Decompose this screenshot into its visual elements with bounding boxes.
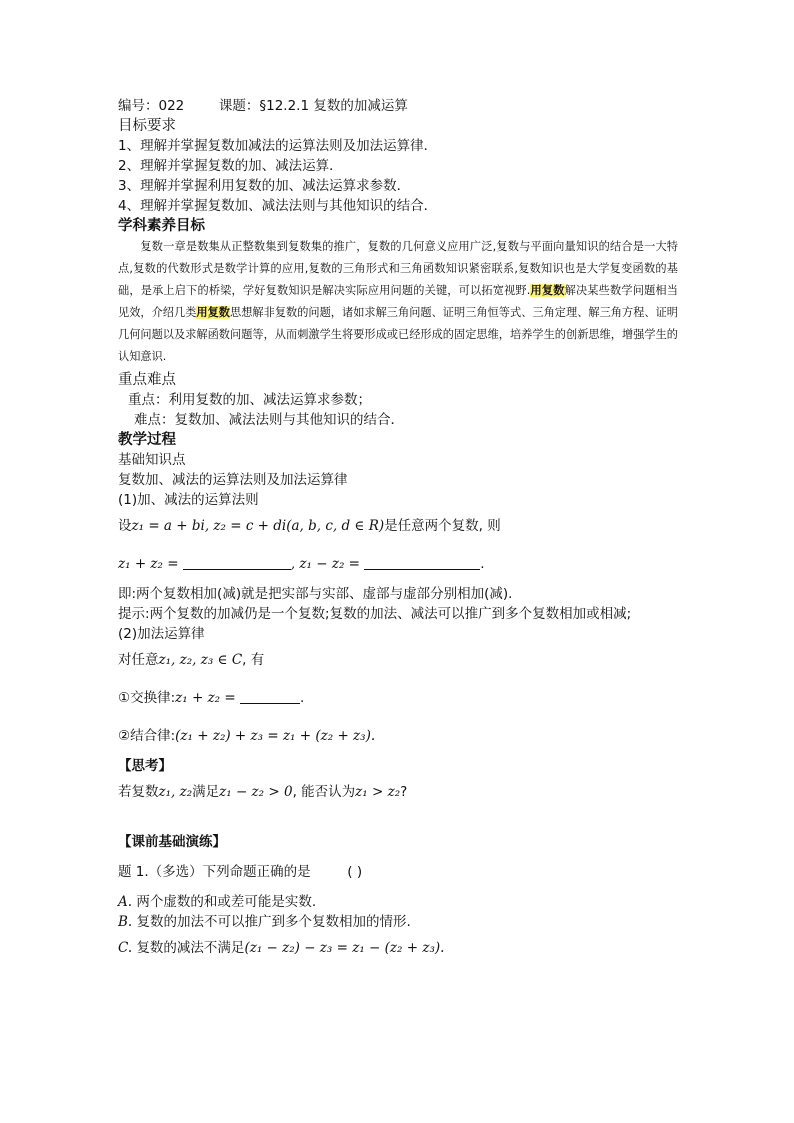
think-end: ? — [400, 784, 408, 800]
literacy-title: 学科素养目标 — [118, 218, 205, 234]
goal-item-1: 1、理解并掌握复数加减法的运算法则及加法运算律． — [118, 138, 438, 154]
goal-item-3: 3、理解并掌握利用复数的加、减法运算求参数． — [118, 178, 411, 194]
option-b[interactable] — [118, 912, 678, 932]
any-line — [118, 650, 678, 670]
think-mid: 满足 — [192, 784, 220, 800]
think-question — [118, 782, 678, 802]
goals-title: 目标要求 — [118, 118, 176, 134]
doc-number: 编号：022 — [118, 98, 185, 114]
commutative-blank[interactable] — [240, 689, 300, 704]
literacy-text-2: 解决某些数学问题相当见效，介绍几类 — [118, 284, 678, 319]
question-1 — [118, 862, 678, 882]
option-b-text: 复数的加法不可以推广到多个复数相加的情形. — [136, 914, 411, 930]
option-a-letter: A. — [118, 894, 133, 910]
literacy-text-3: 思想解非复数的问题，诸如求解三角问题、证明三角恒等式、三角定理、解三角方程、证明几何问题以及求解函数问题等，从而刺激学生将要形成或已经形成的固定思维，培养学生的创新思维，增强学生的认知意识. — [118, 306, 678, 363]
think-formula-1: z₁, z₂ — [158, 784, 193, 800]
commutative-formula: z₁ + z₂ = — [175, 690, 236, 706]
option-b-letter: B. — [118, 914, 133, 930]
law-title: (2)加法运算律 — [118, 626, 205, 642]
header-line — [118, 96, 678, 116]
literacy-paragraph — [118, 236, 678, 368]
think-title: 【思考】 — [118, 758, 172, 774]
sum-diff-line — [118, 554, 678, 574]
basics-label: 基础知识点 — [118, 452, 186, 468]
keypoints-title: 重点难点 — [118, 372, 176, 388]
option-c[interactable] — [118, 938, 678, 958]
associative-label: ②结合律: — [118, 728, 176, 744]
sum-blank[interactable] — [183, 555, 291, 570]
diff-blank[interactable] — [364, 555, 480, 570]
rule-meaning: 即:两个复数相加(减)就是把实部与实部、虚部与虚部分别相加(减). — [118, 586, 513, 602]
option-c-letter: C. — [118, 940, 133, 956]
commutative-label: ①交换律: — [118, 690, 176, 706]
commutative-period: . — [300, 690, 305, 706]
process-title: 教学过程 — [118, 432, 176, 448]
option-c-formula: (z₁ − z₂) − z₃ = z₁ − (z₂ + z₃). — [244, 940, 445, 956]
rule-hint: 提示:两个复数的加减仍是一个复数;复数的加法、减法可以推广到多个复数相加或相减; — [118, 606, 632, 622]
highlight-1: 用复数 — [530, 284, 565, 297]
section-subtitle: 复数加、减法的运算法则及加法运算律 — [118, 472, 348, 488]
practice-title: 【课前基础演练】 — [118, 834, 226, 850]
think-formula-2: z₁ − z₂ > 0 — [219, 784, 293, 800]
setup-suffix: 是任意两个复数, 则 — [384, 518, 501, 534]
setup-formula: z₁ = a + bi, z₂ = c + di(a, b, c, d ∈ R) — [131, 518, 385, 534]
setup-line — [118, 516, 678, 536]
difficult-point: 难点：复数加、减法法则与其他知识的结合． — [134, 412, 404, 428]
key-point: 重点：利用复数的加、减法运算求参数； — [128, 392, 371, 408]
option-a-text: 两个虚数的和或差可能是实数. — [136, 894, 317, 910]
think-formula-3: z₁ > z₂ — [355, 784, 401, 800]
commutative-line — [118, 688, 678, 708]
any-suffix: , 有 — [242, 652, 265, 668]
literacy-text-1: 复数一章是数集从正整数集到复数集的推广，复数的几何意义应用广泛,复数与平面向量知识的结合是一大特点,复数的代数形式是数学计算的应用,复数的三角形式和三角函数知识紧密联系,复数知识也是大学复变函数的基础，是承上启下的桥梁，学好复数知识是解决实际应用问题的关键，可以拓宽视野. — [118, 240, 678, 297]
think-prefix: 若复数 — [118, 784, 159, 800]
document-page — [118, 96, 678, 958]
highlight-2: 用复数 — [196, 306, 231, 319]
option-c-text: 复数的减法不满足 — [136, 940, 245, 956]
any-formula: z₁, z₂, z₃ ∈ C — [158, 652, 243, 668]
sum-formula: z₁ + z₂ = — [118, 556, 179, 572]
answer-parens[interactable]: ( ) — [347, 864, 363, 880]
goal-item-2: 2、理解并掌握复数的加、减法运算． — [118, 158, 343, 174]
goal-item-4: 4、理解并掌握复数加、减法法则与其他知识的结合． — [118, 198, 438, 214]
setup-prefix: 设 — [118, 518, 132, 534]
think-mid-2: , 能否认为 — [292, 784, 356, 800]
question-1-text: 题 1.（多选）下列命题正确的是 — [118, 864, 311, 880]
rule-title: (1)加、减法的运算法则 — [118, 492, 259, 508]
associative-line — [118, 726, 678, 746]
option-a[interactable] — [118, 892, 678, 912]
any-prefix: 对任意 — [118, 652, 159, 668]
sum-diff-period: . — [480, 556, 485, 572]
lesson-topic: 课题：§12.2.1 复数的加减运算 — [218, 98, 408, 114]
diff-formula: , z₁ − z₂ = — [290, 556, 360, 572]
associative-formula: (z₁ + z₂) + z₃ = z₁ + (z₂ + z₃). — [175, 728, 376, 744]
